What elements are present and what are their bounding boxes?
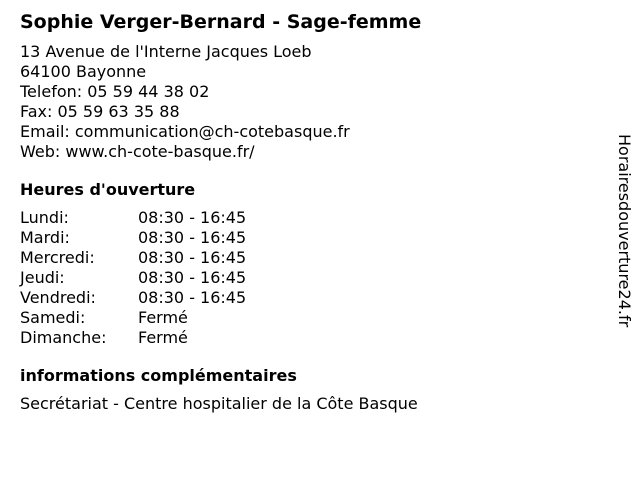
address-city: 64100 Bayonne <box>20 62 147 81</box>
time-value: Fermé <box>138 308 188 327</box>
time-value: 08:30 - 16:45 <box>138 248 247 267</box>
time-value: 08:30 - 16:45 <box>138 268 247 287</box>
business-card <box>20 10 600 414</box>
hours-row-sunday <box>20 328 600 348</box>
hours-table <box>20 208 600 348</box>
hours-row-thursday <box>20 268 600 288</box>
info-text: Secrétariat - Centre hospitalier de la Côte Basque <box>20 394 418 413</box>
address-street: 13 Avenue de l'Interne Jacques Loeb <box>20 42 312 61</box>
phone-line[interactable]: Telefon: 05 59 44 38 02 <box>20 82 210 101</box>
hours-row-friday <box>20 288 600 308</box>
email-line[interactable]: Email: communication@ch-cotebasque.fr <box>20 122 350 141</box>
day-label: Mardi: <box>20 228 70 247</box>
page-title: Sophie Verger-Bernard - Sage-femme <box>20 11 422 33</box>
day-label: Mercredi: <box>20 248 95 267</box>
day-label: Jeudi: <box>20 268 65 287</box>
time-value: Fermé <box>138 328 188 347</box>
hours-row-wednesday <box>20 248 600 268</box>
hours-heading: Heures d'ouverture <box>20 180 196 199</box>
day-label: Samedi: <box>20 308 86 327</box>
hours-row-tuesday <box>20 228 600 248</box>
hours-row-monday <box>20 208 600 228</box>
day-label: Dimanche: <box>20 328 107 347</box>
day-label: Lundi: <box>20 208 69 227</box>
web-line[interactable]: Web: www.ch-cote-basque.fr/ <box>20 142 255 161</box>
watermark-text: Horairesdouverture24.fr <box>615 134 634 328</box>
time-value: 08:30 - 16:45 <box>138 208 247 227</box>
time-value: 08:30 - 16:45 <box>138 228 247 247</box>
day-label: Vendredi: <box>20 288 96 307</box>
info-heading: informations complémentaires <box>20 366 297 385</box>
hours-row-saturday <box>20 308 600 328</box>
fax-line: Fax: 05 59 63 35 88 <box>20 102 180 121</box>
time-value: 08:30 - 16:45 <box>138 288 247 307</box>
